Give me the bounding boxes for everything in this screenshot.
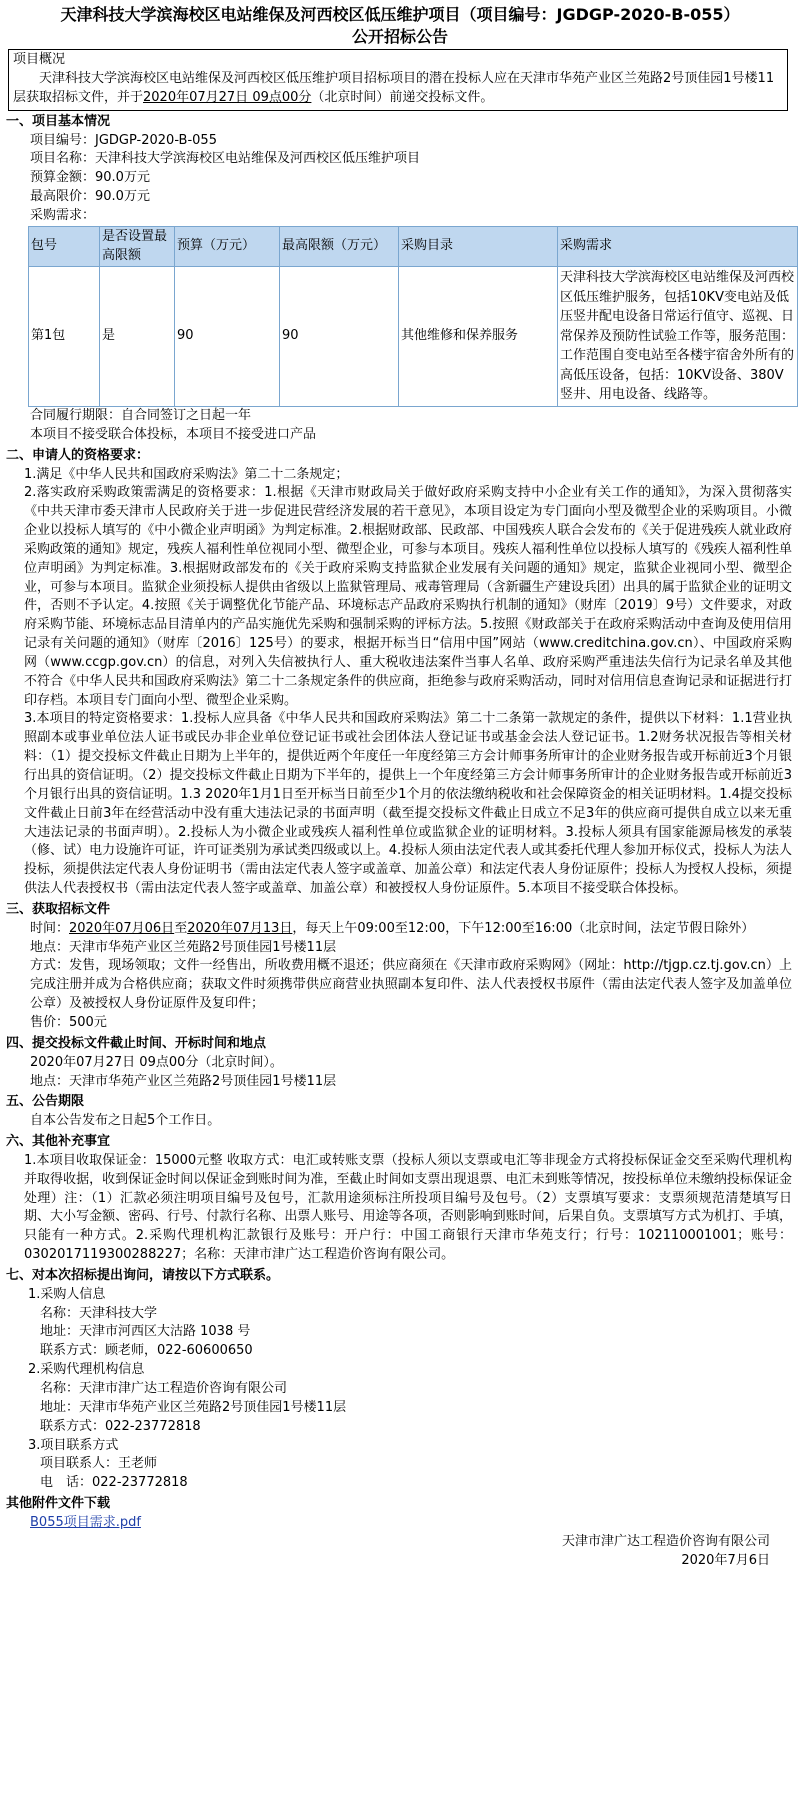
consortium-note: 本项目不接受联合体投标，本项目不接受进口产品	[30, 426, 317, 442]
demand-label: 采购需求：	[30, 207, 96, 223]
purchaser-heading: 1.采购人信息	[28, 1286, 106, 1302]
overview-text-a: 天津科技大学滨海校区电站维保及河西校区低压维护项目招标项目的潜在投标人应在天津市华苑产业区兰苑路2号	[39, 71, 685, 87]
qualification-2: 2.落实政府采购政策需满足的资格要求：1.根据《天津市财政局关于做好政府采购支持中小企业有关工作的通知》，为深入贯彻落实《中共天津市委天津市人民政府关于进一步促进民营经济发展的若干意见》，本项目设定为专门面向小型及微型企业的采购项目。小微企业以投标人填写的《中小微企业声明函》为判定标准。2.根据财政部、民政部、中国残疾人联合会发布的《关于促进残疾人就业政府采购政策的通知》规定，残疾人福利性单位视同小型、微型企业，可参与本项目。残疾人福利性单位以投标人填写的《残疾人福利性单位声明函》为判定标准。3.根据财政部发布的《关于政府采购支持监狱企业发展有关问题的通知》规定，监狱企业视同小型、微型企业，可参与本项目。监狱企业须投标人提供由省级以上监狱管理局、戒毒管理局（含新疆生产建设兵团）出具的属于监狱企业的证明文件，否则不予认定。4.按照《关于调整优化节能产品、环境标志产品政府采购执行机制的通知》（财库〔2019〕9号）文件要求，对政府采购节能、环境标志品目清单内的产品实施优先采购和强制采购的评标方法。5.按照《财政部关于在政府采购活动中查询及使用信用记录有关问题的通知》（财库〔2016〕125号）的要求，根据开标当日“信用中国”网站（www.creditchina.gov.cn）、中国政府采购网（www.ccgp.gov.cn）的信息，对列入失信被执行人、重大税收违法案件当事人名单、政府采购严重违法失信行为记录名单及其他不符合《中华人民共和国政府采购法》第二十二条规定条件的供应商，拒绝参与政府采购活动，同时对信用信息查询记录和证据进行打印存档。本项目专门面向小型、微型企业采购。	[24, 485, 792, 708]
overview-text	[13, 70, 783, 108]
section-7-heading: 七、对本次招标提出询问，请按以下方式联系。	[6, 1267, 280, 1283]
obtain-time-end: 2020年07月13日	[187, 920, 293, 936]
attachment-link[interactable]: B055项目需求.pdf	[30, 1514, 141, 1530]
section-3-heading: 三、获取招标文件	[6, 901, 111, 917]
section-1-heading: 一、项目基本情况	[6, 113, 111, 129]
footer-org: 天津市津广达工程造价咨询有限公司	[561, 1533, 770, 1549]
requirements-table	[28, 226, 798, 407]
contract-period: 合同履行期限：自合同签订之日起一年	[30, 407, 252, 423]
cell-demand: 天津科技大学滨海校区电站维保及河西校区低压维护服务，包括10KV变电站及低压竖井配电设备日常运行值守、巡视、日常保养及预防性试验工作等，服务范围：工作范围自变电站至各楼宇宿舍外所有的高低压设备，包括：10KV设备、380V竖井、用电设备、线路等。	[558, 267, 798, 407]
cell-max-limit: 90	[280, 267, 399, 407]
notice-period: 自本公告发布之日起5个工作日。	[30, 1113, 221, 1129]
section-2-heading: 二、申请人的资格要求：	[6, 447, 150, 463]
attachments-heading: 其他附件文件下载	[6, 1496, 111, 1512]
qualification-3: 3.本项目的特定资格要求：1.投标人应具备《中华人民共和国政府采购法》第二十二条第一款规定的条件，提供以下材料：1.1营业执照副本或事业单位法人证书或民办非企业单位登记证书或社会团体法人登记证书或基金会法人登记证书。1.2财务状况报告等相关材料：（1）提交投标文件截止日期为上半年的，提供近两个年度任一年度经第三方会计师事务所审计的企业财务报告或开标前近3个月银行出具的资信证明。（2）提交投标文件截止日期为下半年的，提供上一个年度经第三方会计师事务所审计的企业财务报告或开标前近3个月银行出具的资信证明。1.3 2020年1月1日至开标当日前至少1个月的依法缴纳税收和社会保障资金的相关证明材料。1.4提交投标文件截止日前3年在经营活动中没有重大违法记录的书面声明（截至提交投标文件截止日成立不足3年的供应商可提供自成立以来无重大违法记录的书面声明）。2.投标人为小微企业或残疾人福利性单位或监狱企业的证明材料。3.投标人须具有国家能源局核发的承装（修、试）电力设施许可证，许可证类别为承试类四级或以上。4.投标人须由法定代表人或其委托代理人参加开标仪式，投标人为法人投标，须提供法定代表人身份证明书（需由法定代表人签字或盖章、加盖公章）和法定代表人身份证原件；投标人为授权人投标，须提供法人代表授权书（需由法定代表人签字或盖章、加盖公章）和被授权人身份证原件。5.本项目不接受联合体投标。	[24, 711, 792, 897]
deadline-place: 地点：天津市华苑产业区兰苑路2号顶佳园1号楼11层	[30, 1073, 337, 1089]
obtain-time-mid: 至	[174, 920, 188, 936]
overview-text-b: 顶佳园1号楼11层获取招标文件，并于	[13, 71, 775, 105]
obtain-time-start: 2020年07月06日	[69, 920, 175, 936]
header-demand: 采购需求	[558, 226, 798, 267]
deadline-time: 2020年07月27日 09点00分（北京时间）。	[30, 1054, 283, 1070]
overview-heading: 项目概况	[13, 52, 66, 68]
project-name: 项目名称：天津科技大学滨海校区电站维保及河西校区低压维护项目	[30, 151, 421, 167]
obtain-time-daily: ，每天上午09:00至12:00，下午12:00至16:00（北京时间，法定节假日除外）	[292, 920, 755, 936]
agency-contact: 联系方式：022-23772818	[40, 1418, 201, 1434]
overview-deadline: 2020年07月27日 09点00分	[143, 89, 312, 105]
page-title	[0, 0, 800, 47]
footer-date: 2020年7月6日	[681, 1552, 770, 1568]
purchaser-contact: 联系方式：顾老师，022-60600650	[40, 1343, 253, 1359]
agency-heading: 2.采购代理机构信息	[28, 1362, 145, 1378]
obtain-time-label: 时间：	[30, 920, 70, 936]
budget-amount: 预算金额：90.0万元	[30, 170, 150, 186]
header-catalog: 采购目录	[399, 226, 558, 267]
section-5-heading: 五、公告期限	[6, 1094, 85, 1110]
qualification-1: 1.满足《中华人民共和国政府采购法》第二十二条规定；	[24, 466, 349, 482]
obtain-place: 地点：天津市华苑产业区兰苑路2号顶佳园1号楼11层	[30, 939, 337, 955]
project-contact-phone: 电 话：022-23772818	[40, 1475, 188, 1491]
obtain-price: 售价：500元	[30, 1014, 107, 1030]
agency-name: 名称：天津市津广达工程造价咨询有限公司	[40, 1381, 288, 1396]
title-line-1: 天津科技大学滨海校区电站维保及河西校区低压维护项目（项目编号：JGDGP-2020-B-055）	[60, 5, 740, 24]
agency-address: 地址：天津市华苑产业区兰苑路2号顶佳园1号楼11层	[40, 1399, 347, 1415]
table-row	[29, 267, 798, 407]
obtain-method: 方式：发售，现场领取；文件一经售出，所收费用概不退还；供应商须在《天津市政府采购网》（网址：http://tjgp.cz.tj.gov.cn）上完成注册并成为合格供应商；获取文件时须携带供应商营业执照副本复印件、法人代表授权书原件（需由法定代表人签字及加盖单位公章）及被授权人身份证原件及复印件；	[30, 958, 792, 1012]
section-6-heading: 六、其他补充事宜	[6, 1134, 111, 1150]
table-header-row	[29, 226, 798, 267]
project-contact-person: 项目联系人：王老师	[40, 1456, 158, 1472]
section-4-heading: 四、提交投标文件截止时间、开标时间和地点	[6, 1035, 267, 1051]
project-number: 项目编号：JGDGP-2020-B-055	[30, 132, 217, 148]
header-budget: 预算（万元）	[175, 226, 280, 267]
overview-text-c: （北京时间）前递交投标文件。	[311, 89, 494, 105]
project-contact-heading: 3.项目联系方式	[28, 1437, 119, 1453]
purchaser-name: 名称：天津科技大学	[40, 1305, 158, 1321]
purchaser-address: 地址：天津市河西区大沽路 1038 号	[40, 1324, 251, 1340]
cell-catalog: 其他维修和保养服务	[399, 267, 558, 407]
header-has-limit: 是否设置最高限额	[100, 226, 175, 267]
overview-box	[8, 49, 788, 111]
cell-has-limit: 是	[100, 267, 175, 407]
max-price: 最高限价：90.0万元	[30, 189, 150, 205]
header-max-limit: 最高限额（万元）	[280, 226, 399, 267]
title-line-2: 公开招标公告	[351, 26, 448, 46]
cell-budget: 90	[175, 267, 280, 407]
cell-package: 第1包	[29, 267, 100, 407]
obtain-time	[0, 920, 800, 939]
supplementary-text: 1.本项目收取保证金：15000元整 收取方式：电汇或转账支票（投标人须以支票或电汇等非现金方式将投标保证金交至采购代理机构并取得收据，收到保证金时间以保证金到账时间为准，至截止时间如支票出现退票、电汇未到账等情况，按投标单位未缴纳投标保证金处理）注：（1）汇款必须注明项目编号及包号，汇款用途须标注所投项目编号及包号。（2）支票填写要求：支票须规范清楚填写日期、大小写金额、密码、行号、付款行名称、出票人账号、用途等各项，否则影响到账时间，后果自负。支票填写方式为机打、手填，只能有一种方式。2.采购代理机构汇款银行及账号：开户行：中国工商银行天津市华苑支行；行号：102110001001；账号：0302017119300288227；名称：天津市津广达工程造价咨询有限公司。	[24, 1152, 792, 1263]
header-package: 包号	[29, 226, 100, 267]
